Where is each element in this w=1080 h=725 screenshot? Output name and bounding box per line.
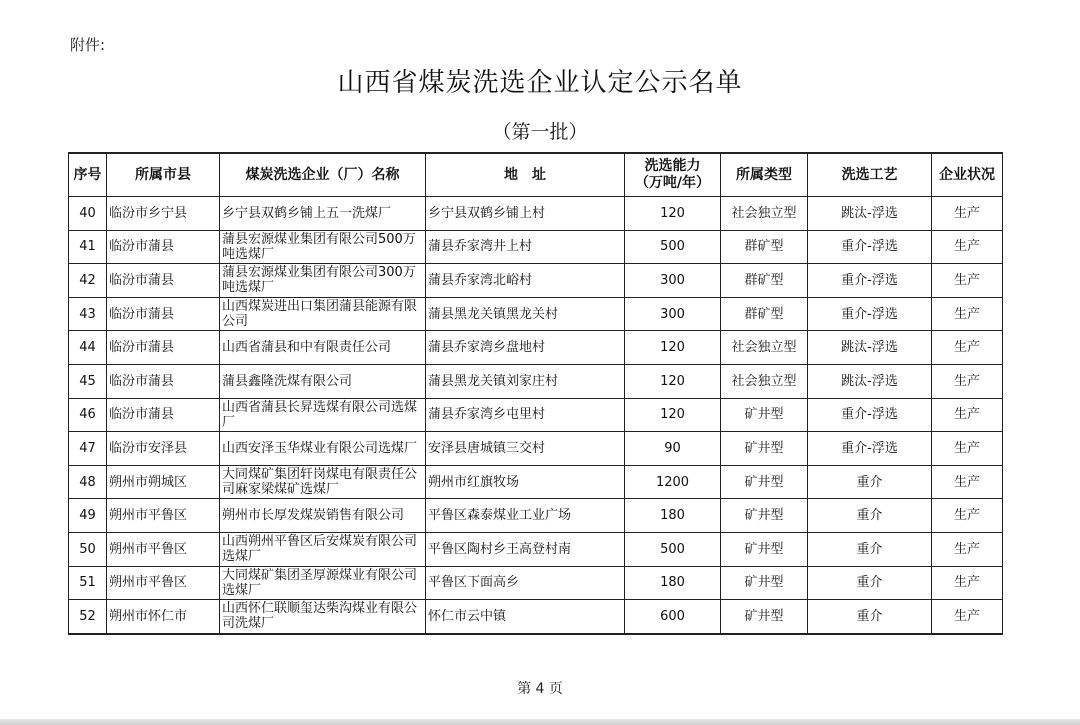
cell-no: 41	[69, 230, 107, 264]
cell-type: 社会独立型	[721, 197, 808, 231]
cell-status: 生产	[932, 331, 1003, 365]
table-row	[69, 600, 1003, 634]
header-address: 地 址	[426, 153, 625, 197]
cell-city: 临汾市蒲县	[107, 230, 220, 264]
table-row	[69, 197, 1003, 231]
cell-address: 怀仁市云中镇	[426, 600, 625, 634]
cell-address: 蒲县乔家湾井上村	[426, 230, 625, 264]
cell-status: 生产	[932, 230, 1003, 264]
cell-name: 乡宁县双鹤乡铺上五一洗煤厂	[220, 197, 426, 231]
cell-status: 生产	[932, 398, 1003, 432]
cell-no: 48	[69, 465, 107, 499]
cell-no: 42	[69, 264, 107, 298]
table-header-row	[69, 153, 1003, 197]
cell-address: 平鲁区下面高乡	[426, 566, 625, 600]
cell-type: 矿井型	[721, 600, 808, 634]
cell-no: 51	[69, 566, 107, 600]
cell-no: 46	[69, 398, 107, 432]
header-capacity-line1: 洗选能力	[644, 158, 701, 174]
cell-address: 蒲县乔家湾乡屯里村	[426, 398, 625, 432]
cell-city: 临汾市蒲县	[107, 264, 220, 298]
cell-process: 跳汰-浮选	[808, 331, 932, 365]
cell-city: 临汾市蒲县	[107, 398, 220, 432]
table-row	[69, 432, 1003, 466]
cell-address: 乡宁县双鹤乡铺上村	[426, 197, 625, 231]
cell-capacity: 300	[625, 297, 721, 331]
cell-city: 朔州市平鲁区	[107, 532, 220, 566]
table-row	[69, 331, 1003, 365]
page-number: 第 4 页	[517, 681, 563, 697]
page-subtitle: （第一批）	[492, 121, 588, 143]
table-body	[69, 197, 1003, 634]
cell-address: 蒲县黑龙关镇黑龙关村	[426, 297, 625, 331]
cell-capacity: 120	[625, 197, 721, 231]
cell-name: 蒲县宏源煤业集团有限公司300万吨选煤厂	[220, 264, 426, 298]
cell-type: 矿井型	[721, 465, 808, 499]
table-row	[69, 532, 1003, 566]
cell-name: 山西安泽玉华煤业有限公司选煤厂	[220, 432, 426, 466]
cell-name: 朔州市长厚发煤炭销售有限公司	[220, 499, 426, 533]
cell-capacity: 600	[625, 600, 721, 634]
cell-process: 重介	[808, 532, 932, 566]
cell-address: 蒲县乔家湾北峪村	[426, 264, 625, 298]
table-row	[69, 499, 1003, 533]
cell-process: 重介-浮选	[808, 432, 932, 466]
enterprise-table	[68, 152, 1003, 635]
header-no: 序号	[69, 153, 107, 197]
header-status: 企业状况	[932, 153, 1003, 197]
cell-process: 重介	[808, 600, 932, 634]
cell-name: 大同煤矿集团圣厚源煤业有限公司选煤厂	[220, 566, 426, 600]
cell-status: 生产	[932, 297, 1003, 331]
cell-status: 生产	[932, 465, 1003, 499]
header-capacity	[625, 153, 721, 197]
table-row	[69, 297, 1003, 331]
page-title: 山西省煤炭洗选企业认定公示名单	[337, 68, 743, 98]
cell-no: 40	[69, 197, 107, 231]
cell-process: 重介	[808, 566, 932, 600]
cell-no: 47	[69, 432, 107, 466]
cell-city: 朔州市怀仁市	[107, 600, 220, 634]
cell-capacity: 120	[625, 331, 721, 365]
cell-type: 群矿型	[721, 297, 808, 331]
cell-process: 重介-浮选	[808, 230, 932, 264]
cell-type: 矿井型	[721, 499, 808, 533]
cell-address: 蒲县乔家湾乡盘地村	[426, 331, 625, 365]
table-row	[69, 566, 1003, 600]
cell-capacity: 500	[625, 532, 721, 566]
cell-status: 生产	[932, 432, 1003, 466]
cell-process: 重介-浮选	[808, 398, 932, 432]
cell-no: 45	[69, 364, 107, 398]
cell-name: 蒲县鑫隆洗煤有限公司	[220, 364, 426, 398]
cell-city: 朔州市朔城区	[107, 465, 220, 499]
cell-name: 山西朔州平鲁区后安煤炭有限公司选煤厂	[220, 532, 426, 566]
cell-address: 平鲁区陶村乡王高登村南	[426, 532, 625, 566]
cell-status: 生产	[932, 499, 1003, 533]
cell-type: 矿井型	[721, 432, 808, 466]
cell-address: 安泽县唐城镇三交村	[426, 432, 625, 466]
table-row	[69, 230, 1003, 264]
cell-type: 矿井型	[721, 532, 808, 566]
cell-name: 大同煤矿集团轩岗煤电有限责任公司麻家梁煤矿选煤厂	[220, 465, 426, 499]
cell-status: 生产	[932, 264, 1003, 298]
header-type: 所属类型	[721, 153, 808, 197]
cell-no: 52	[69, 600, 107, 634]
header-process: 洗选工艺	[808, 153, 932, 197]
cell-no: 44	[69, 331, 107, 365]
cell-city: 临汾市蒲县	[107, 297, 220, 331]
page-bottom-edge	[0, 719, 1080, 725]
cell-process: 重介-浮选	[808, 264, 932, 298]
cell-type: 矿井型	[721, 566, 808, 600]
cell-status: 生产	[932, 532, 1003, 566]
cell-city: 临汾市乡宁县	[107, 197, 220, 231]
header-name: 煤炭洗选企业（厂）名称	[220, 153, 426, 197]
header-capacity-line2: （万吨/年）	[634, 175, 711, 191]
table-row	[69, 398, 1003, 432]
cell-capacity: 120	[625, 398, 721, 432]
cell-name: 山西怀仁联顺玺达柴沟煤业有限公司洗煤厂	[220, 600, 426, 634]
cell-capacity: 180	[625, 499, 721, 533]
cell-address: 朔州市红旗牧场	[426, 465, 625, 499]
cell-name: 山西省蒲县和中有限责任公司	[220, 331, 426, 365]
cell-process: 跳汰-浮选	[808, 364, 932, 398]
cell-city: 临汾市蒲县	[107, 331, 220, 365]
cell-type: 矿井型	[721, 398, 808, 432]
cell-address: 平鲁区森泰煤业工业广场	[426, 499, 625, 533]
cell-status: 生产	[932, 197, 1003, 231]
cell-type: 社会独立型	[721, 331, 808, 365]
cell-no: 43	[69, 297, 107, 331]
cell-process: 重介	[808, 499, 932, 533]
cell-name: 山西省蒲县长昇选煤有限公司选煤厂	[220, 398, 426, 432]
cell-city: 朔州市平鲁区	[107, 566, 220, 600]
cell-type: 群矿型	[721, 264, 808, 298]
cell-capacity: 90	[625, 432, 721, 466]
table-row	[69, 264, 1003, 298]
cell-type: 社会独立型	[721, 364, 808, 398]
cell-city: 临汾市蒲县	[107, 364, 220, 398]
cell-capacity: 500	[625, 230, 721, 264]
cell-process: 跳汰-浮选	[808, 197, 932, 231]
cell-name: 山西煤炭进出口集团蒲县能源有限公司	[220, 297, 426, 331]
cell-type: 群矿型	[721, 230, 808, 264]
cell-process: 重介-浮选	[808, 297, 932, 331]
cell-name: 蒲县宏源煤业集团有限公司500万吨选煤厂	[220, 230, 426, 264]
cell-capacity: 1200	[625, 465, 721, 499]
table-row	[69, 364, 1003, 398]
cell-status: 生产	[932, 364, 1003, 398]
cell-process: 重介	[808, 465, 932, 499]
attachment-label: 附件:	[70, 36, 106, 54]
cell-city: 临汾市安泽县	[107, 432, 220, 466]
cell-no: 50	[69, 532, 107, 566]
cell-no: 49	[69, 499, 107, 533]
cell-capacity: 120	[625, 364, 721, 398]
cell-city: 朔州市平鲁区	[107, 499, 220, 533]
table-row	[69, 465, 1003, 499]
cell-status: 生产	[932, 600, 1003, 634]
cell-status: 生产	[932, 566, 1003, 600]
cell-capacity: 300	[625, 264, 721, 298]
cell-capacity: 180	[625, 566, 721, 600]
cell-address: 蒲县黑龙关镇刘家庄村	[426, 364, 625, 398]
header-city: 所属市县	[107, 153, 220, 197]
